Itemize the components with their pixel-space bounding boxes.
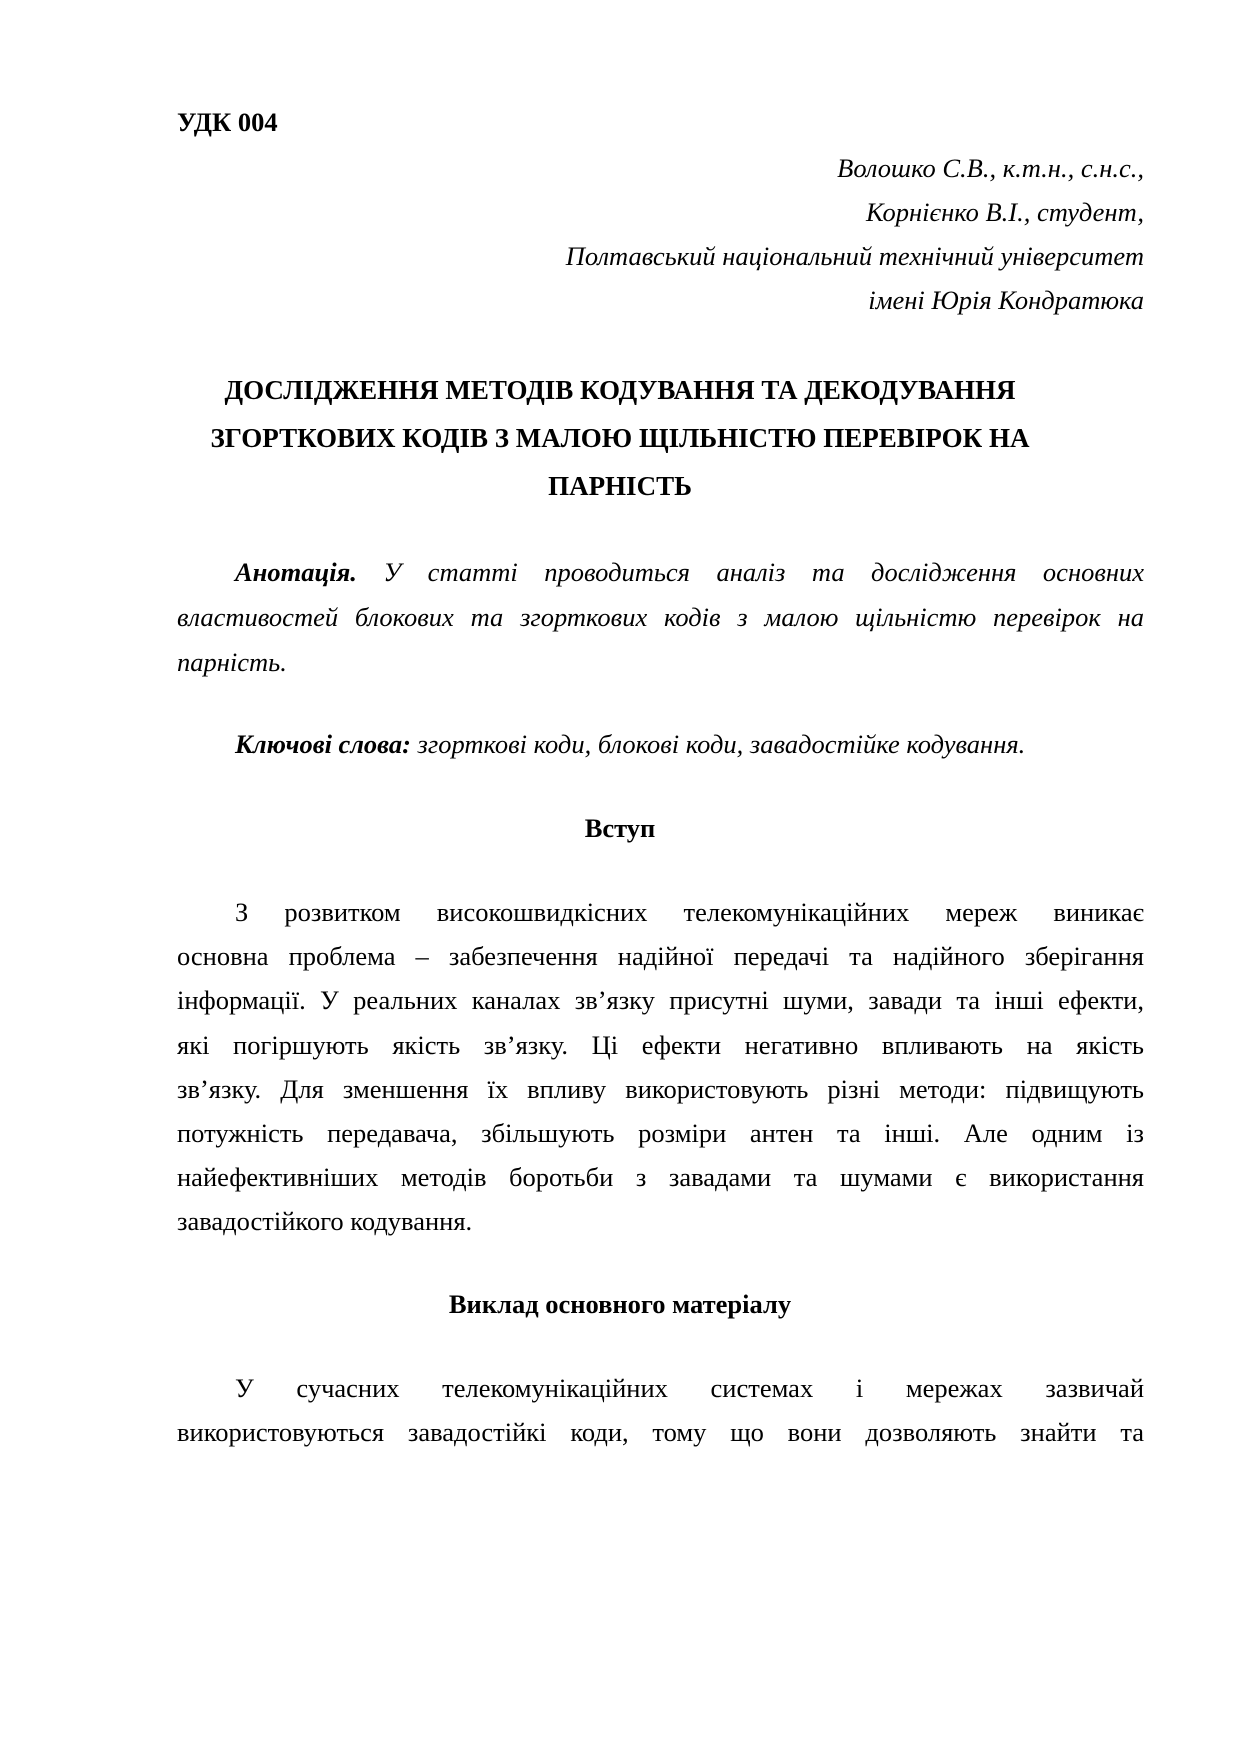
- main-line-2: використовуються завадостійкі коди, тому що вони дозволяють знайти та: [177, 1417, 1144, 1447]
- intro-line-8: завадостійкого кодування.: [177, 1206, 473, 1236]
- abstract-label: Анотація.: [235, 557, 357, 587]
- keywords-text: згорткові коди, блокові коди, завадостійке кодування.: [417, 729, 1026, 759]
- main-line-1: У сучасних телекомунікаційних системах і мережах зазвичай: [235, 1373, 1144, 1403]
- udc-code: УДК 004: [177, 107, 278, 137]
- intro-line-1: З розвитком високошвидкісних телекомунікаційних мереж виникає: [235, 897, 1144, 927]
- keywords-label: Ключові слова:: [235, 729, 411, 759]
- paper-title-line-1: ДОСЛІДЖЕННЯ МЕТОДІВ КОДУВАННЯ ТА ДЕКОДУВАННЯ: [224, 375, 1016, 405]
- section-heading-intro: Вступ: [584, 813, 656, 843]
- author-1: Волошко С.В., к.т.н., с.н.с.,: [837, 153, 1144, 183]
- section-heading-main: Виклад основного матеріалу: [448, 1289, 792, 1319]
- author-2: Корнієнко В.І., студент,: [865, 197, 1144, 227]
- paper-title-line-2: ЗГОРТКОВИХ КОДІВ З МАЛОЮ ЩІЛЬНІСТЮ ПЕРЕВІРОК НА: [210, 423, 1030, 453]
- intro-line-3: інформації. У реальних каналах зв’язку присутні шуми, завади та інші ефекти,: [177, 985, 1144, 1015]
- intro-line-6: потужність передавача, збільшують розміри антен та інші. Але одним із: [177, 1118, 1144, 1148]
- abstract-line-3: парність.: [177, 647, 287, 677]
- intro-line-2: основна проблема – забезпечення надійної передачі та надійного зберігання: [177, 941, 1144, 971]
- keywords: [235, 728, 1025, 760]
- author-affiliation-2: імені Юрія Кондратюка: [868, 285, 1144, 315]
- intro-line-5: зв’язку. Для зменшення їх впливу використовують різні методи: підвищують: [177, 1074, 1144, 1104]
- abstract-line-1: [235, 556, 1144, 588]
- intro-line-4: які погіршують якість зв’язку. Ці ефекти негативно впливають на якість: [177, 1030, 1144, 1060]
- paper-title-line-3: ПАРНІСТЬ: [548, 471, 692, 501]
- author-affiliation: Полтавський національний технічний університет: [565, 241, 1144, 271]
- intro-line-7: найефективніших методів боротьби з завадами та шумами є використання: [177, 1162, 1144, 1192]
- abstract-line-2: властивостей блокових та згорткових кодів з малою щільністю перевірок на: [177, 602, 1144, 632]
- abstract-text-1: У статті проводиться аналіз та дослідження основних: [383, 557, 1145, 587]
